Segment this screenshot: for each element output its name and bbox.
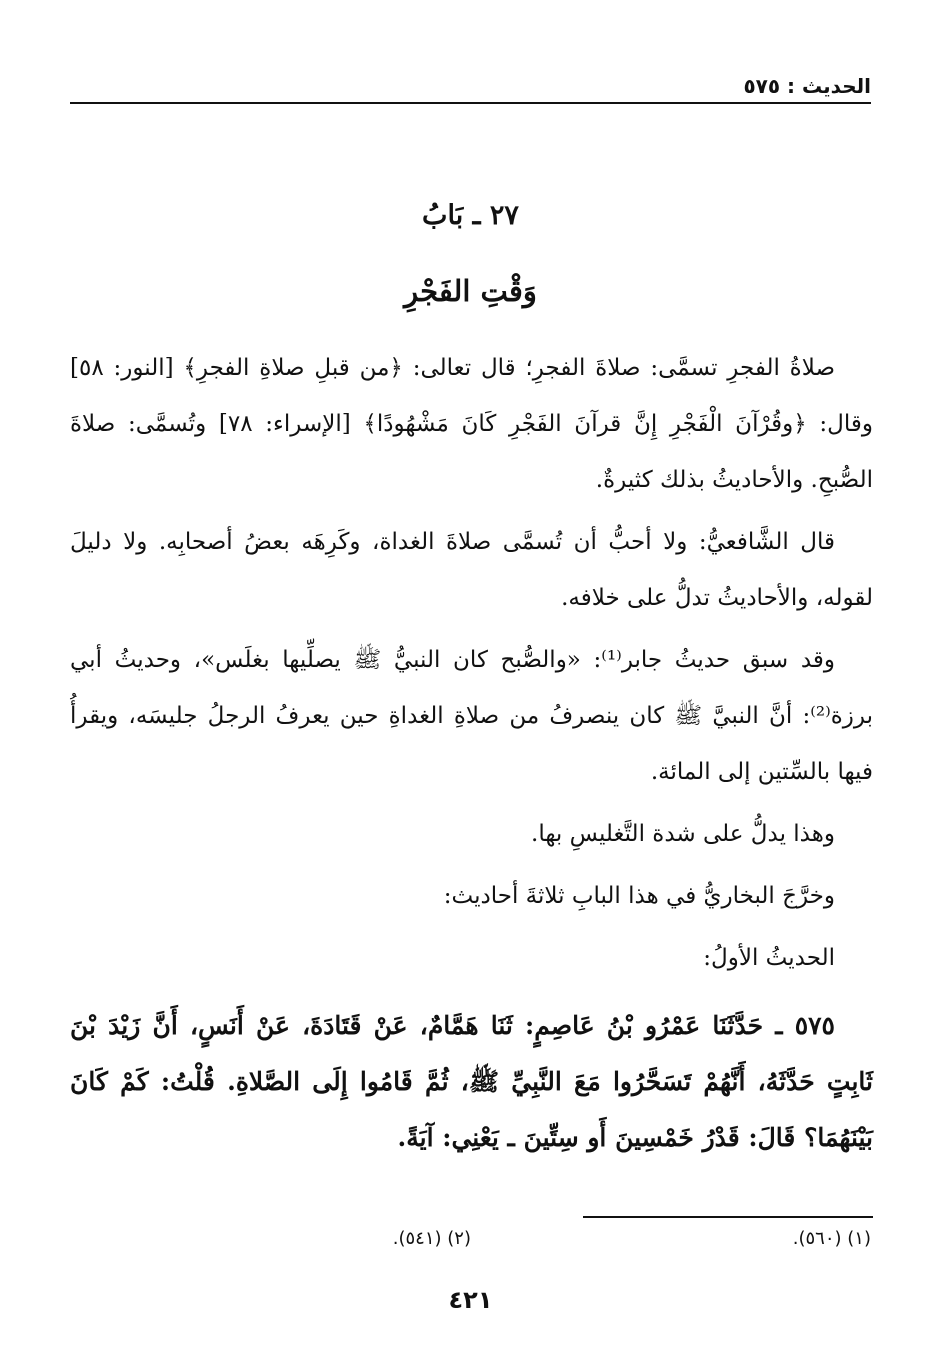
page-number: ٤٢١ bbox=[448, 1286, 493, 1314]
chapter-title: وَقْتِ الفَجْرِ bbox=[404, 274, 537, 308]
paragraph: وخرَّجَ البخاريُّ في هذا البابِ ثلاثةَ أحاديث: bbox=[443, 883, 835, 909]
footnote-2: (٢) (٥٤١). bbox=[392, 1228, 471, 1249]
chapter-number: ٢٧ ـ بَابُ bbox=[422, 200, 519, 231]
running-head bbox=[70, 72, 871, 104]
paragraph: وقد سبق حديثُ جابر⁽¹⁾: «والصُّبح كان النبيُّ ﷺ يصلِّيها بغلَس»، وحديثُ أبي برزة⁽²⁾: أنَّ النبيَّ ﷺ كان ينصرفُ من صلاةِ الغداةِ حين يعرفُ الرجلُ جليسَه، ويقرأُ فيها بالسِّتين إلى المائة. bbox=[70, 647, 873, 785]
footnote-divider bbox=[583, 1216, 873, 1218]
paragraph-heading: الحديثُ الأولُ: bbox=[703, 945, 835, 971]
footnote-1: (١) (٥٦٠). bbox=[792, 1228, 871, 1249]
hadith-text bbox=[70, 998, 873, 1166]
body-text bbox=[70, 340, 873, 992]
paragraph: قال الشَّافعيُّ: ولا أحبُّ أن تُسمَّى صلاةَ الغداة، وكَرِهَه بعضُ أصحابِه. ولا دليلَ لقوله، والأحاديثُ تدلُّ على خلافه. bbox=[70, 529, 873, 611]
running-head-text: الحديث : ٥٧٥ bbox=[743, 74, 871, 98]
paragraph: وهذا يدلُّ على شدة التَّغليسِ بها. bbox=[531, 821, 835, 847]
footnotes bbox=[70, 1228, 871, 1258]
paragraph: صلاةُ الفجرِ تسمَّى: صلاةَ الفجرِ؛ قال تعالى: ﴿من قبلِ صلاةِ الفجرِ﴾ [النور: ٥٨] وقال: ﴿وقُرْآنَ الْفَجْرِ إِنَّ قرآنَ الفَجْرِ كَانَ مَشْهُودًا﴾ [الإسراء: ٧٨] وتُسمَّى: صلاةَ الصُّبحِ. والأحاديثُ بذلك كثيرةٌ. bbox=[70, 355, 873, 493]
hadith-paragraph: ٥٧٥ ـ حَدَّثَنَا عَمْرُو بْنُ عَاصِمٍ: ثَنَا هَمَّامٌ، عَنْ قَتَادَةَ، عَنْ أَنَسٍ، أَنَّ زَيْدَ بْنَ ثَابِتٍ حَدَّثَهُ، أَنَّهُمْ تَسَحَّرُوا مَعَ النَّبِيِّ ﷺ، ثُمَّ قَامُوا إِلَى الصَّلاةِ. قُلْتُ: كَمْ كَانَ بَيْنَهُمَا؟ قَالَ: قَدْرُ خَمْسِينَ أَو سِتِّينَ ـ يَعْنِي: آيَةً. bbox=[70, 1011, 873, 1152]
